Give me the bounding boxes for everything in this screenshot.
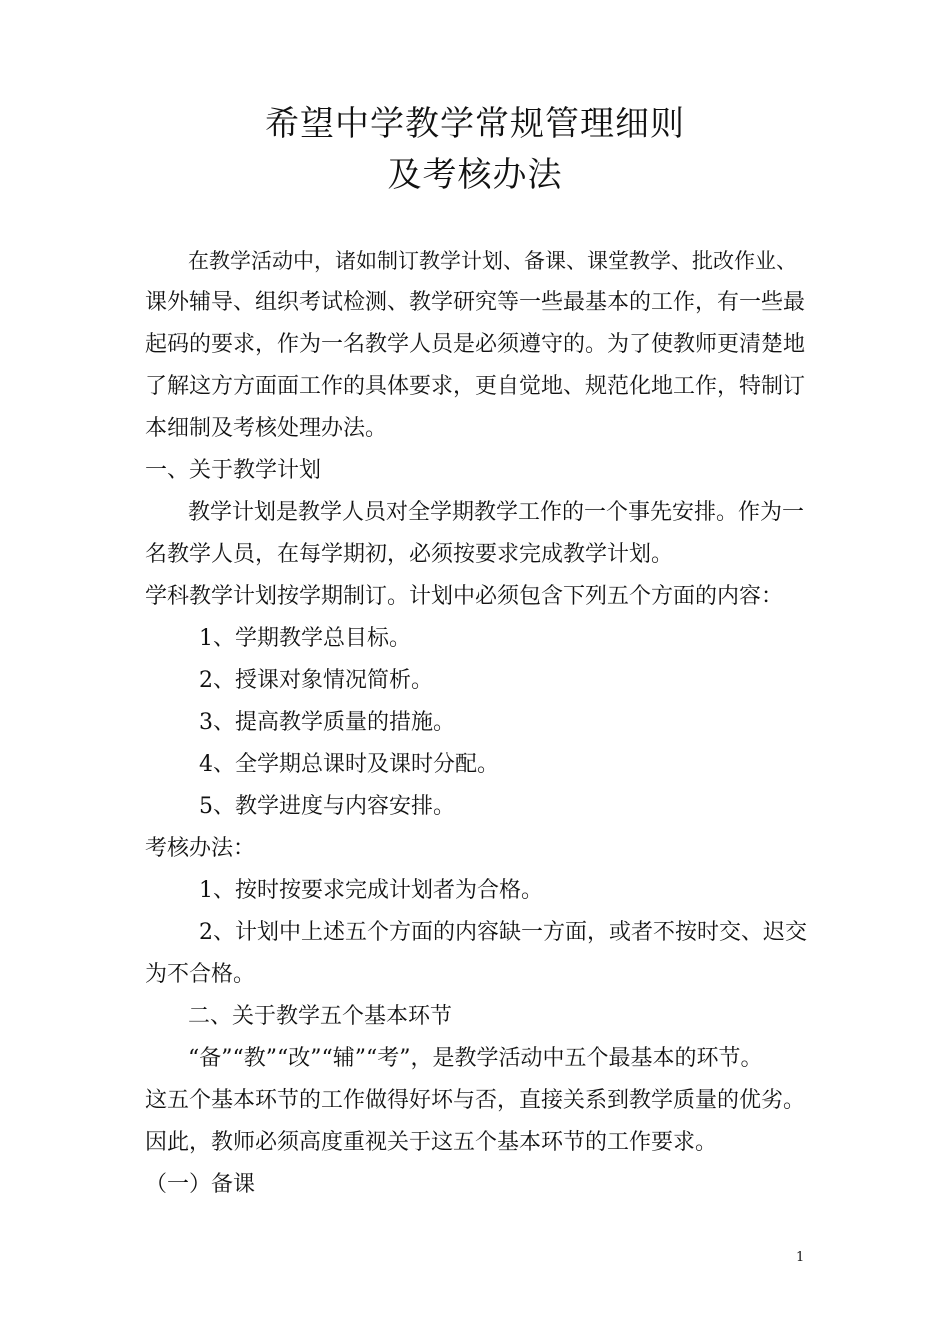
paragraph-line: 在教学活动中，诸如制订教学计划、备课、课堂教学、批改作业、 [188,249,797,273]
list-item: 4、全学期总课时及课时分配。 [199,752,499,777]
list-item: 5、教学进度与内容安排。 [199,794,455,819]
document-title-line-2: 及考核办法 [387,155,563,195]
list-item: 1、学期教学总目标。 [199,626,411,651]
paragraph-line: 本细制及考核处理办法。 [145,416,388,441]
paragraph-line: 课外辅导、组织考试检测、教学研究等一些最基本的工作，有一些最 [145,290,806,315]
list-item: 2、授课对象情况简析。 [199,668,433,693]
list-item: 1、按时按要求完成计划者为合格。 [199,878,543,903]
paragraph-line: 这五个基本环节的工作做得好坏与否，直接关系到教学质量的优劣。 [145,1088,806,1113]
subheading: 考核办法： [145,836,256,861]
document-title-line-1: 希望中学教学常规管理细则 [265,104,685,144]
paragraph-line: 教学计划是教学人员对全学期教学工作的一个事先安排。作为一 [188,500,805,525]
page-number: 1 [796,1250,805,1265]
list-item: 3、提高教学质量的措施。 [199,710,455,735]
paragraph-line: 了解这方方面面工作的具体要求，更自觉地、规范化地工作，特制订 [145,374,806,399]
paragraph-line: 名教学人员，在每学期初，必须按要求完成教学计划。 [145,542,674,567]
subheading: （一）备课 [145,1172,256,1197]
section-heading: 一、关于教学计划 [145,458,322,483]
paragraph-line: 为不合格。 [145,962,256,987]
list-item: 2、计划中上述五个方面的内容缺一方面，或者不按时交、迟交 [199,920,807,945]
paragraph-line: 起码的要求，作为一名教学人员是必须遵守的。为了使教师更清楚地 [145,332,806,357]
paragraph-line: 学科教学计划按学期制订。计划中必须包含下列五个方面的内容： [145,584,784,609]
paragraph-line: “备”“教”“改”“辅”“考”，是教学活动中五个最基本的环节。 [188,1046,763,1071]
paragraph-line: 因此，教师必须高度重视关于这五个基本环节的工作要求。 [145,1130,718,1155]
section-heading: 二、关于教学五个基本环节 [188,1004,453,1029]
